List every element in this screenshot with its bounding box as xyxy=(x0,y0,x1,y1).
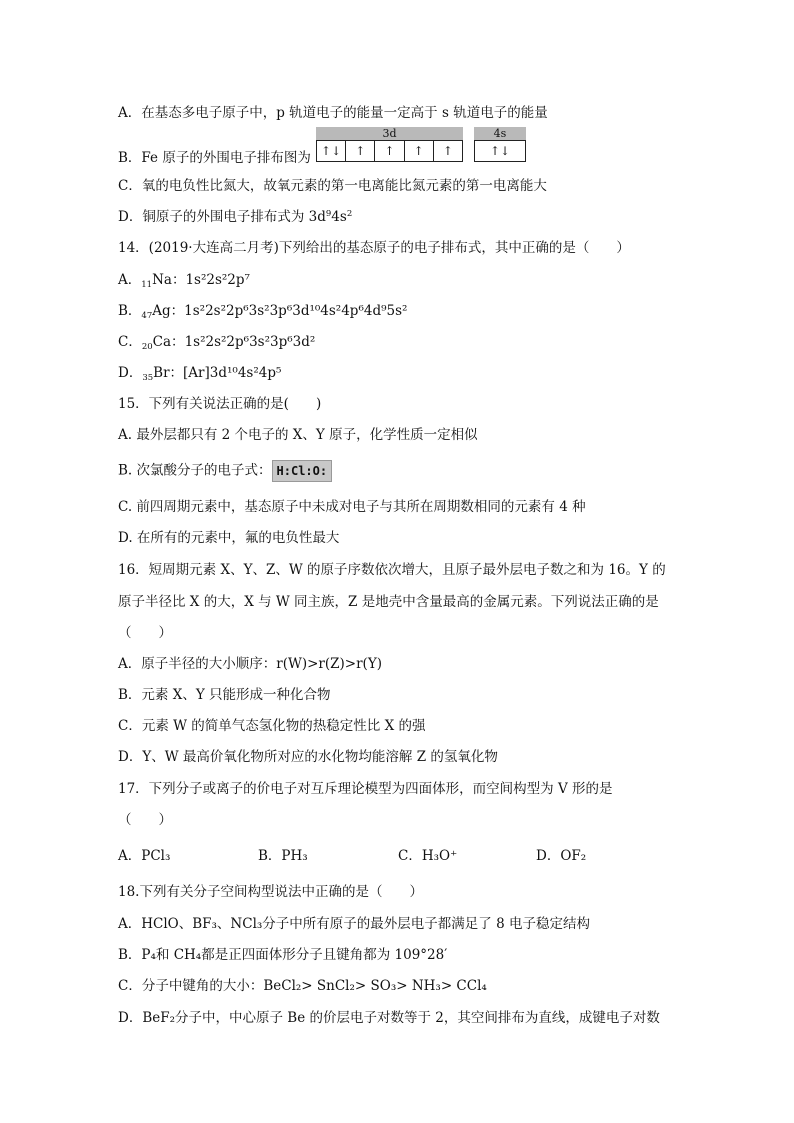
q14-option-d: D．$_{35}$Br：[Ar]3d¹⁰4s²4p⁵ xyxy=(118,365,282,383)
q13-option-d: D．铜原子的外围电子排布式为 $3d^94s^2$ xyxy=(118,209,353,225)
orbital-box: ↑ xyxy=(374,140,403,162)
q16-stem-line3: （ ） xyxy=(118,625,172,641)
q18-option-c: C．分子中键角的大小：BeCl₂> SnCl₂> SO₃> NH₃> CCl₄ xyxy=(118,978,487,994)
q14-stem: 14．(2019·大连高二月考)下列给出的基态原子的电子排布式，其中正确的是（ ） xyxy=(118,240,630,256)
orbital-3d-label: 3d xyxy=(316,127,463,140)
orbital-box: ↑↓ xyxy=(474,140,526,162)
q16-option-a: A．原子半径的大小顺序：r(W)>r(Z)>r(Y) xyxy=(118,656,383,672)
q17-option-d: D．OF₂ xyxy=(536,848,587,864)
q18-option-b: B．P₄和 CH₄都是正四面体形分子且键角都为 109°28′ xyxy=(118,947,448,963)
q17-stem-line1: 17．下列分子或离子的价电子对互斥理论模型为四面体形，而空间构型为 V 形的是 xyxy=(118,781,613,797)
q17-option-c: C．H₃O⁺ xyxy=(398,848,458,864)
q15-option-c: C. 前四周期元素中，基态原子中未成对电子与其所在周期数相同的元素有 4 种 xyxy=(118,499,586,515)
q14-option-a: A．$_{11}$Na：1s²2s²2p⁷ xyxy=(118,272,250,290)
q13-option-b: B．Fe 原子的外围电子排布图为 xyxy=(118,150,311,166)
hclo-electron-formula: H:Cl:O: xyxy=(272,460,333,482)
orbital-3d-group xyxy=(316,127,463,162)
q16-option-b: B．元素 X、Y 只能形成一种化合物 xyxy=(118,687,331,703)
q14-option-c: C．$_{20}$Ca：1s²2s²2p⁶3s²3p⁶3d² xyxy=(118,334,316,352)
q16-option-c: C．元素 W 的简单气态氢化物的热稳定性比 X 的强 xyxy=(118,718,426,734)
q13-option-a: A．在基态多电子原子中，p 轨道电子的能量一定高于 s 轨道电子的能量 xyxy=(118,105,548,121)
q13-option-c: C．氧的电负性比氮大，故氧元素的第一电离能比氮元素的第一电离能大 xyxy=(118,178,547,194)
q16-stem-line2: 原子半径比 X 的大，X 与 W 同主族，Z 是地壳中含量最高的金属元素。下列说法正确的是 xyxy=(118,594,659,610)
q18-option-d: D．BeF₂分子中，中心原子 Be 的价层电子对数等于 2，其空间排布为直线，成键电子对数 xyxy=(118,1010,660,1026)
q15-option-d: D. 在所有的元素中，氟的电负性最大 xyxy=(118,530,340,546)
q17-stem-line2: （ ） xyxy=(118,812,172,828)
orbital-4s-group xyxy=(474,127,526,162)
q18-option-a: A．HClO、BF₃、NCl₃分子中所有原子的最外层电子都满足了 8 电子稳定结构 xyxy=(118,916,590,932)
orbital-box: ↑ xyxy=(345,140,374,162)
q15-option-a: A. 最外层都只有 2 个电子的 X、Y 原子，化学性质一定相似 xyxy=(118,427,478,443)
q16-option-d: D．Y、W 最高价氧化物所对应的水化物均能溶解 Z 的氢氧化物 xyxy=(118,749,498,765)
orbital-box: ↑ xyxy=(404,140,433,162)
orbital-4s-label: 4s xyxy=(474,127,526,140)
q17-option-a: A．PCl₃ xyxy=(118,848,171,864)
q15-option-b: B. 次氯酸分子的电子式： H:Cl:O: xyxy=(118,460,332,482)
q15-stem: 15．下列有关说法正确的是( ) xyxy=(118,396,322,412)
orbital-box: ↑ xyxy=(433,140,463,162)
q14-option-b: B．$_{47}$Ag：1s²2s²2p⁶3s²3p⁶3d¹⁰4s²4p⁶4d⁹5s² xyxy=(118,303,408,321)
q18-stem: 18.下列有关分子空间构型说法中正确的是（ ） xyxy=(118,884,423,900)
q17-option-b: B．PH₃ xyxy=(258,848,308,864)
orbital-box: ↑↓ xyxy=(316,140,345,162)
q16-stem-line1: 16．短周期元素 X、Y、Z、W 的原子序数依次增大，且原子最外层电子数之和为 16。Y 的 xyxy=(118,562,666,578)
